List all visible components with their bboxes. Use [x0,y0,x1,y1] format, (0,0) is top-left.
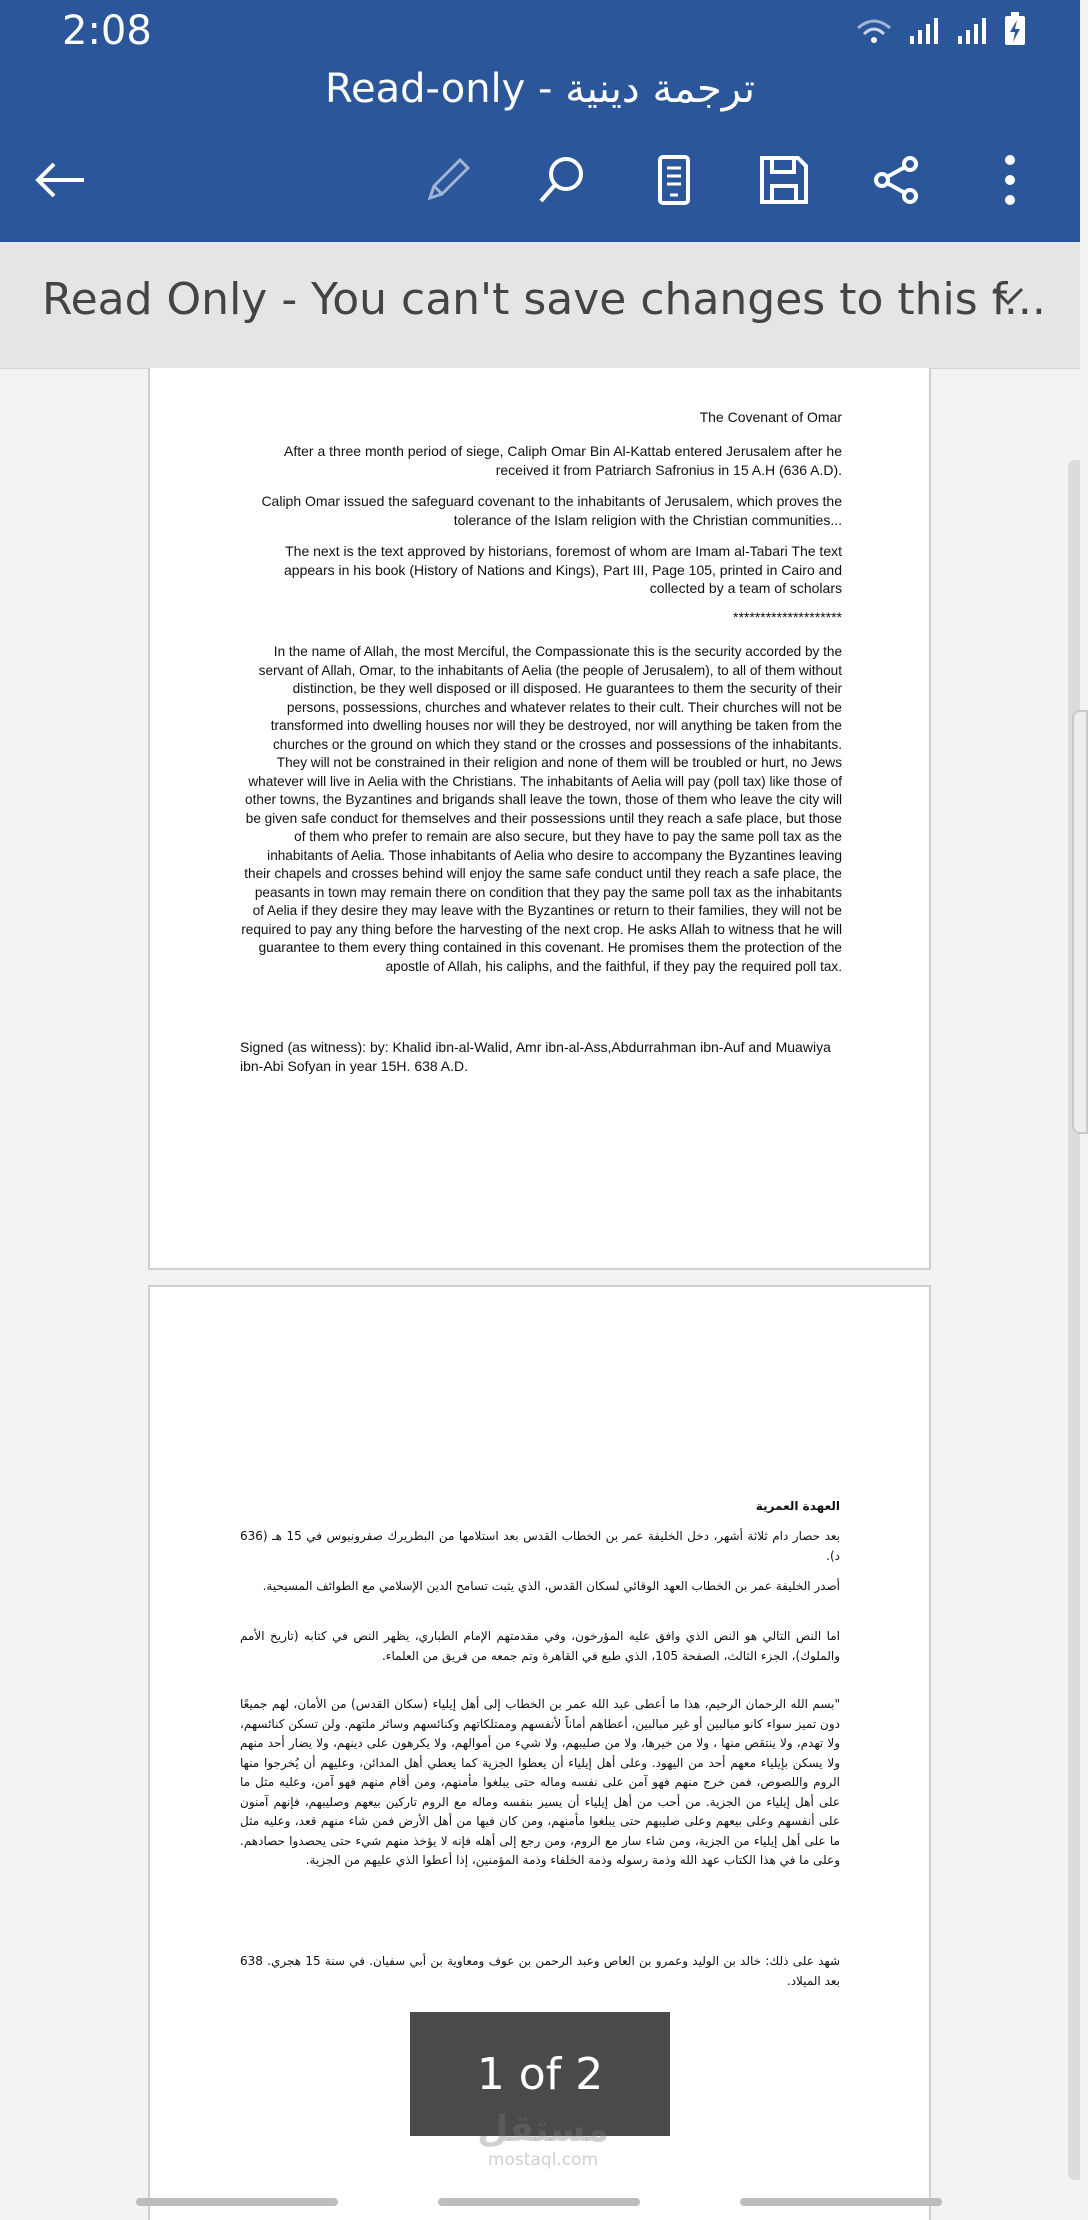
chevron-down-icon[interactable] [990,285,1026,307]
back-arrow-icon[interactable] [28,148,92,212]
page1-paragraph-1: After a three month period of siege, Caliph Omar Bin Al-Kattab entered Jerusalem after he received it from Patriarch Safronius in 15 A.H (636 A.D). [284,443,842,478]
page2-signed: شهد على ذلك: خالد بن الوليد وعمرو بن العاص وعبد الرحمن بن عوف ومعاوية بن أبي سفيان. في سنة 15 هجري. 638 بعد الميلاد. [240,1954,840,1988]
signal-icon-2 [956,16,990,46]
search-icon[interactable] [530,148,594,212]
edit-pencil-icon[interactable] [416,148,480,212]
page1-paragraph-2: Caliph Omar issued the safeguard covenant to the inhabitants of Jerusalem, which proves the tolerance of the Islam religion with the Christian communities... [261,493,842,528]
save-icon[interactable] [752,148,816,212]
read-only-banner[interactable] [0,242,1080,369]
watermark-logo [468,2110,618,2170]
page1-separator-stars: ******************** [733,609,842,625]
read-only-message: Read Only - You can't save changes to this f... [42,274,1046,325]
page2-paragraph-1: بعد حصار دام ثلاثة أشهر، دخل الخليفة عمر بن الخطاب القدس بعد استلامها من البطريرك صفرونيوس في 15 هـ (636 د). [240,1529,841,1563]
nav-back-button[interactable] [740,2198,942,2206]
app-bar [0,0,1080,242]
page-counter: 1 of 2 [410,2012,670,2136]
nav-recent-button[interactable] [136,2198,338,2206]
reading-view-icon[interactable] [642,148,706,212]
page1-covenant-body: In the name of Allah, the most Merciful, the Compassionate this is the security accorded by the servant of Allah, Omar, to the inhabitants of Aelia (the people of Jerusalem), to all of them without distinction, be they well disposed or ill disposed. He guarantees to them the security of their persons, possessions, churches and whatever relates to their cult. Their churches will not be transformed into dwelling houses nor will they be destroyed, nor will anything be taken from the churches or the ground on which they stand or the crosses and possessions of the inhabitants. They will not be constrained in their religion and none of them will be troubled or hurt, no Jews whatever will live in Aelia with the Christians. The inhabitants of Aelia will pay (poll tax) like those of other towns, the Byzantines and brigands shall leave the town, those of them who leave the city will be given safe conduct for themselves and their possessions until they reach a safe place, but those of them who prefer to remain are also secure, but they have to pay the same poll tax as the inhabitants of Aelia. Those inhabitants of Aelia who desire to accompany the Byzantines leaving their chapels and crosses behind will enjoy the same safe conduct until they reach a safe place, the peasants in town may remain there on condition that they pay the same poll tax as the inhabitants of Aelia if they desire they may leave with the Byzantines or return to their families, they will not be required to pay any thing before the harvesting of the next crop. He asks Allah to witness that he will guarantee to them every thing contained in this covenant. He promises them the protection of the apostle of Allah, his caliphs, and the faithful, if they pay the required poll tax. [241,644,842,974]
more-options-icon[interactable] [978,148,1042,212]
document-page-1 [148,368,931,1270]
page1-paragraph-3: The next is the text approved by historians, foremost of whom are Imam al-Tabari The text appears in his book (History of Nations and Kings), Part III, Page 105, printed in Cairo and collected by a team of scholars [284,543,842,596]
page2-title: العهدة العمرية [755,1499,840,1513]
wifi-icon [854,16,894,46]
watermark-arabic: مستقل [477,2109,609,2150]
document-title: Read-only - ترجمة دينية [325,66,755,112]
nav-home-button[interactable] [438,2198,640,2206]
status-time: 2:08 [62,8,152,54]
watermark-latin: mostaql.com [487,2150,599,2170]
battery-charging-icon [1004,12,1026,46]
page1-signed: Signed (as witness): by: Khalid ibn-al-Walid, Amr ibn-al-Ass,Abdurrahman ibn-Auf and Muawiya ibn-Abi Sofyan in year 15H. 638 A.D. [240,1039,831,1074]
page1-title: The Covenant of Omar [699,409,842,425]
page2-covenant-body: "بسم الله الرحمان الرحيم، هذا ما أعطى عبد الله عمر بن الخطاب إلى أهل إيلياء (سكان القدس) من الأمان، لهم جميعًا دون تميز سواء كانو مبالبين أو غير مبالبين، أعطاهم أماناً لأنفسهم وممتلكاتهم وكنائسهم وسائر ملتهم. ولن تسكن كنائسهم، ولا تهدم، ولا ينتقص منها ، ولا من خيرها، ولا من صليبهم، ولا شيء من أموالهم، ولا يكرهون على دينهم، ولا يضار أحد منهم ولا يسكن بإيلياء معهم أحد من اليهود. وعلى أهل إيلياء أن يعطوا الجزية كما يعطي أهل المدائن، وعليهم أن يُخرجوا منها الروم واللصوص، فمن خرج منهم فهو آمن على نفسه وماله حتى يبلغوا مأمنهم، ومن أقام منهم فهو آمن، وعليه مثل ما على أهل إيلياء من الجزية. من أحب من أهل إيلياء أن يسير بنفسه وماله مع الروم تاركين بيعهم وصليبهم، فإنهم آمنون على أنفسهم وعلى بيعهم وعلى صليبهم حتى يبلغوا مأمنهم، ومن كان فيها من أهل الأرض فمن شاء منهم قعد، وعليه مثل ما على أهل إيلياء من الجزية، ومن شاء سار مع الروم، ومن رجع إلى أهله فإنه لا يؤخذ منهم شيء حتى يحصدوا حصادهم. وعلى ما في هذا الكتاب عهد الله وذمة رسوله وذمة الخلفاء وذمة المؤمنين، إذا أعطوا الذي عليهم من الجزية. [240,1697,840,1867]
status-icons [854,12,1026,46]
page2-paragraph-3: اما النص التالي هو النص الذي وافق عليه المؤرخون، وفي مقدمتهم الإمام الطباري، يظهر النص في كتابه (تاريخ الأمم والملوك)، الجزء الثالث، الصفحة 105، الذي طبع في القاهرة وتم جمعه من فريق من العلماء. [240,1629,840,1663]
share-icon[interactable] [864,148,928,212]
page2-paragraph-2: أصدر الخليفة عمر بن الخطاب العهد الوقائي لسكان القدس، الذي يثبت تسامح الدين الإسلامي مع الطوائف المسيحية. [262,1579,840,1593]
scrollbar-thumb[interactable] [1072,710,1088,1134]
signal-icon [908,16,942,46]
